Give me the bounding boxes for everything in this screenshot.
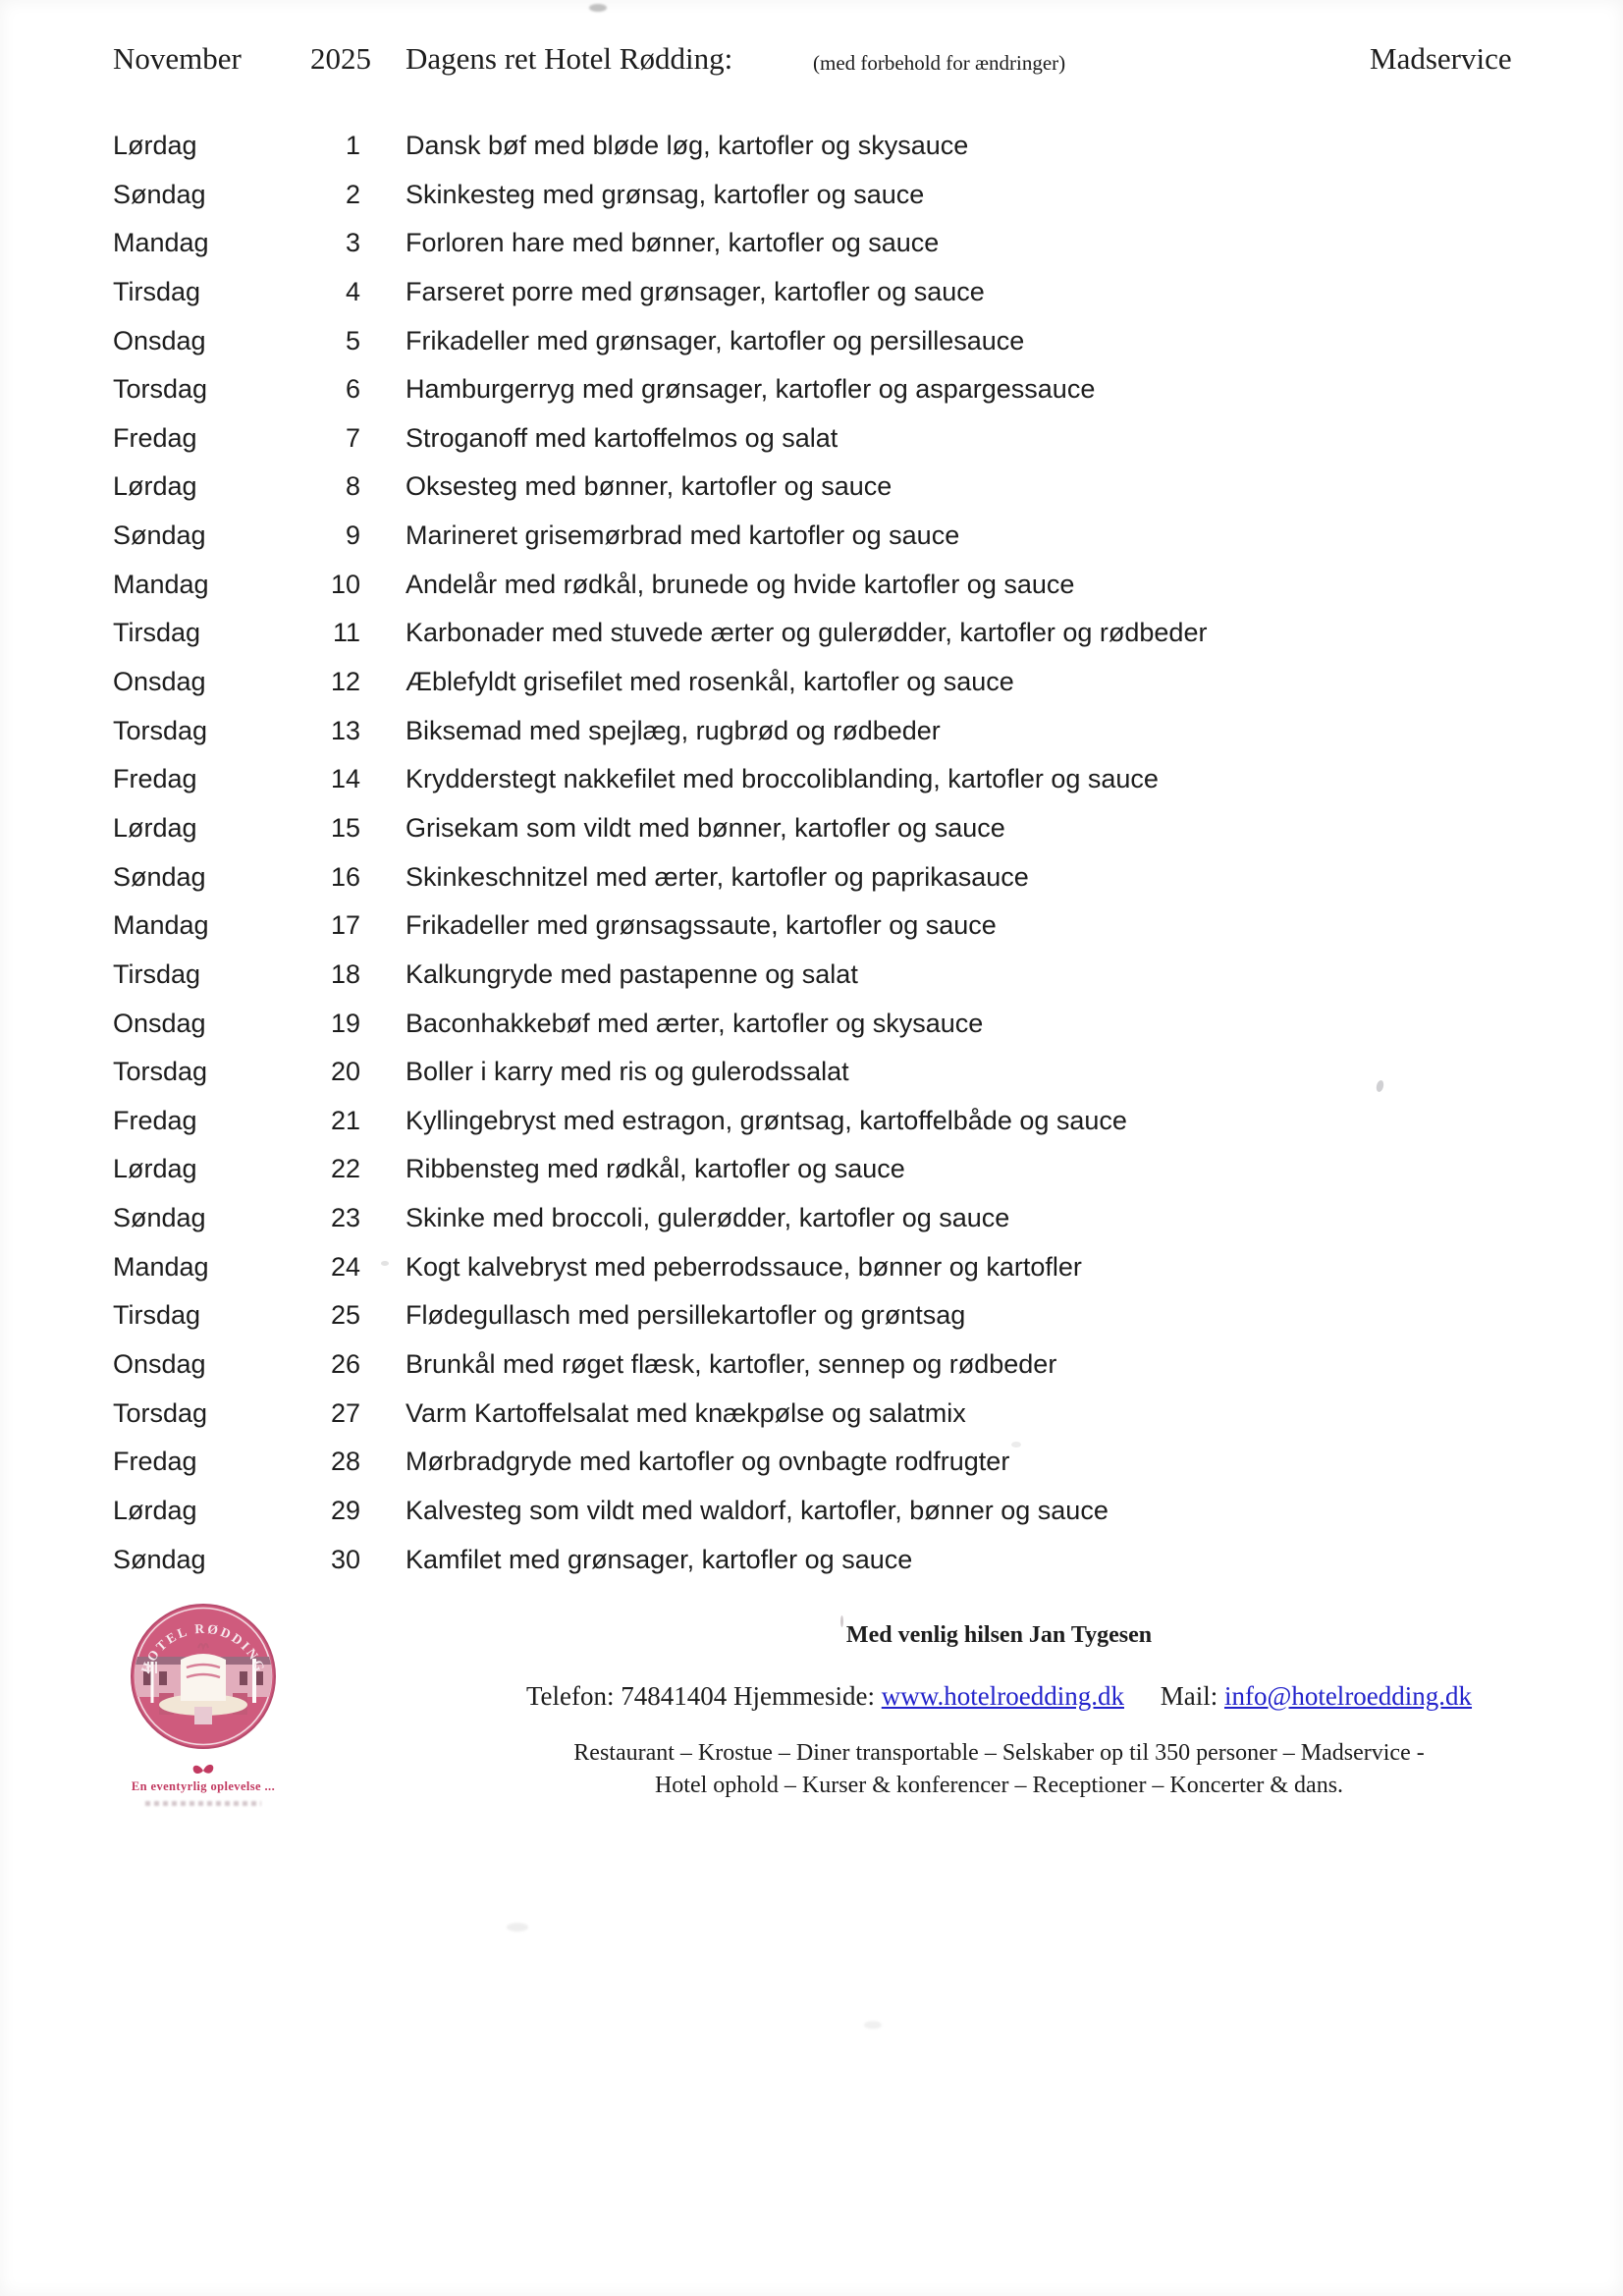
menu-row <box>0 762 1623 811</box>
page-title: Dagens ret Hotel Rødding: <box>406 41 733 76</box>
menu-row <box>0 1396 1623 1446</box>
website-link[interactable]: www.hotelroedding.dk <box>881 1681 1124 1711</box>
date-number: 4 <box>345 276 360 306</box>
menu-row <box>0 860 1623 909</box>
day-label: Søndag <box>113 1203 206 1233</box>
menu-row <box>0 1543 1623 1592</box>
day-label: Fredag <box>113 422 197 453</box>
day-label: Fredag <box>113 764 197 794</box>
date-number: 8 <box>345 471 360 502</box>
menu-row <box>0 1104 1623 1153</box>
date-number: 30 <box>330 1544 360 1574</box>
phone-label: Telefon: <box>525 1681 615 1711</box>
day-label: Torsdag <box>113 1397 208 1428</box>
date-number: 16 <box>330 861 360 892</box>
dish-text: Æblefyldt grisefilet med rosenkål, kartofler og sauce <box>406 667 1014 697</box>
hotel-logo <box>129 1603 278 1806</box>
dish-text: Biksemad med spejlæg, rugbrød og rødbeder <box>406 715 941 745</box>
date-number: 17 <box>330 910 360 941</box>
email-link[interactable]: info@hotelroedding.dk <box>1223 1681 1473 1711</box>
dish-text: Brunkål med røget flæsk, kartofler, sennep og rødbeder <box>406 1349 1057 1380</box>
dish-text: Frikadeller med grønsager, kartofler og persillesauce <box>406 325 1025 355</box>
day-label: Onsdag <box>113 1008 206 1038</box>
menu-row <box>0 324 1623 373</box>
date-number: 3 <box>345 228 360 258</box>
brand-label: Madservice <box>1370 41 1512 76</box>
dish-text: Kamfilet med grønsager, kartofler og sauce <box>406 1544 913 1574</box>
date-number: 2 <box>345 179 360 209</box>
menu-row <box>0 665 1623 714</box>
dish-text: Mørbradgryde med kartofler og ovnbagte rodfrugter <box>406 1447 1010 1477</box>
scan-artifact <box>589 4 607 12</box>
date-number: 11 <box>332 618 360 648</box>
date-number: 10 <box>330 569 360 599</box>
date-number: 29 <box>330 1495 360 1525</box>
dish-text: Skinkeschnitzel med ærter, kartofler og paprikasauce <box>406 861 1029 892</box>
menu-row <box>0 1007 1623 1056</box>
dish-text: Kalkungryde med pastapenne og salat <box>406 958 858 989</box>
dish-text: Grisekam som vildt med bønner, kartofler og sauce <box>406 812 1005 843</box>
day-label: Mandag <box>113 228 209 258</box>
date-number: 25 <box>330 1300 360 1331</box>
date-number: 26 <box>330 1349 360 1380</box>
menu-row <box>0 957 1623 1007</box>
services-line-2: Hotel ophold – Kurser & konferencer – Receptioner – Koncerter & dans. <box>654 1773 1344 1798</box>
date-number: 24 <box>330 1251 360 1282</box>
services-line-1: Restaurant – Krostue – Diner transportable – Selskaber op til 350 personer – Madservice - <box>573 1740 1425 1766</box>
day-label: Fredag <box>113 1105 197 1135</box>
menu-row <box>0 811 1623 860</box>
date-number: 20 <box>330 1057 360 1087</box>
day-label: Onsdag <box>113 1349 206 1380</box>
menu-rows <box>0 129 1623 1591</box>
menu-row <box>0 1055 1623 1104</box>
menu-row <box>0 178 1623 227</box>
day-label: Onsdag <box>113 325 206 355</box>
menu-row <box>0 1298 1623 1347</box>
dish-text: Flødegullasch med persillekartofler og grøntsag <box>406 1300 966 1331</box>
menu-row <box>0 1152 1623 1201</box>
signoff-line: Med venlig hilsen Jan Tygesen <box>845 1622 1153 1648</box>
menu-row <box>0 469 1623 519</box>
day-label: Tirsdag <box>113 958 201 989</box>
day-label: Lørdag <box>113 131 197 160</box>
dish-text: Skinke med broccoli, gulerødder, kartofler og sauce <box>406 1203 1010 1233</box>
dish-text: Farseret porre med grønsager, kartofler og sauce <box>406 276 985 306</box>
day-label: Torsdag <box>113 1057 208 1087</box>
day-label: Onsdag <box>113 667 206 697</box>
menu-row <box>0 1494 1623 1543</box>
dish-text: Kalvesteg som vildt med waldorf, kartofler, bønner og sauce <box>406 1495 1109 1525</box>
day-label: Torsdag <box>113 715 208 745</box>
dish-text: Kogt kalvebryst med peberrodssauce, bønner og kartofler <box>406 1251 1082 1282</box>
day-label: Tirsdag <box>113 1300 201 1331</box>
mail-label: Mail: <box>1160 1681 1218 1711</box>
dish-text: Oksesteg med bønner, kartofler og sauce <box>406 471 893 502</box>
logo-tagline: En eventyrlig oplevelse ... <box>131 1779 276 1793</box>
dish-text: Varm Kartoffelsalat med knækpølse og salatmix <box>406 1397 966 1428</box>
dish-text: Dansk bøf med bløde løg, kartofler og skysauce <box>406 131 969 160</box>
day-label: Lørdag <box>113 1495 197 1525</box>
dish-text: Frikadeller med grønsagssaute, kartofler og sauce <box>406 910 997 941</box>
day-label: Fredag <box>113 1447 197 1477</box>
day-label: Søndag <box>113 179 206 209</box>
dish-text: Karbonader med stuvede ærter og gulerødder, kartofler og rødbeder <box>406 618 1208 648</box>
day-label: Mandag <box>113 569 209 599</box>
day-label: Tirsdag <box>113 276 201 306</box>
dish-text: Ribbensteg med rødkål, kartofler og sauce <box>406 1154 905 1184</box>
dish-text: Stroganoff med kartoffelmos og salat <box>406 422 839 453</box>
dish-text: Andelår med rødkål, brunede og hvide kartofler og sauce <box>406 569 1075 599</box>
dish-text: Boller i karry med ris og gulerodssalat <box>406 1057 849 1087</box>
year-label: 2025 <box>310 41 371 76</box>
phone-number: 74841404 <box>621 1681 728 1711</box>
date-number: 12 <box>330 667 360 697</box>
date-number: 27 <box>330 1397 360 1428</box>
menu-row <box>0 275 1623 324</box>
menu-row <box>0 714 1623 763</box>
dish-text: Baconhakkebøf med ærter, kartofler og skysauce <box>406 1008 984 1038</box>
date-number: 7 <box>345 422 360 453</box>
dish-text: Skinkesteg med grønsag, kartofler og sauce <box>406 179 925 209</box>
scan-artifact <box>507 1923 528 1932</box>
menu-row <box>0 1250 1623 1299</box>
scan-artifact <box>864 2021 882 2029</box>
hotel-badge-icon <box>130 1603 277 1750</box>
date-number: 19 <box>330 1008 360 1038</box>
disclaimer-note: (med forbehold for ændringer) <box>813 51 1066 75</box>
day-label: Mandag <box>113 910 209 941</box>
menu-row <box>0 421 1623 470</box>
date-number: 18 <box>330 958 360 989</box>
day-label: Lørdag <box>113 471 197 502</box>
day-label: Torsdag <box>113 374 208 405</box>
day-label: Søndag <box>113 520 206 551</box>
butterfly-icon <box>191 1762 215 1777</box>
dish-text: Kyllingebryst med estragon, grøntsag, kartoffelbåde og sauce <box>406 1105 1127 1135</box>
dish-text: Hamburgerryg med grønsager, kartofler og aspargessauce <box>406 374 1096 405</box>
menu-row <box>0 226 1623 275</box>
menu-row <box>0 1201 1623 1250</box>
date-number: 13 <box>330 715 360 745</box>
menu-row <box>0 908 1623 957</box>
day-label: Lørdag <box>113 812 197 843</box>
day-label: Lørdag <box>113 1154 197 1184</box>
menu-row <box>0 568 1623 617</box>
day-label: Mandag <box>113 1251 209 1282</box>
contact-line <box>373 1681 1623 1712</box>
date-number: 15 <box>330 812 360 843</box>
dish-text: Krydderstegt nakkefilet med broccoliblanding, kartofler og sauce <box>406 764 1159 794</box>
date-number: 28 <box>330 1447 360 1477</box>
menu-row <box>0 1445 1623 1494</box>
menu-row <box>0 129 1623 178</box>
date-number: 23 <box>330 1203 360 1233</box>
date-number: 22 <box>330 1154 360 1184</box>
date-number: 5 <box>345 325 360 355</box>
dish-text: Forloren hare med bønner, kartofler og sauce <box>406 228 940 258</box>
day-label: Søndag <box>113 861 206 892</box>
menu-row <box>0 616 1623 665</box>
day-label: Søndag <box>113 1544 206 1574</box>
date-number: 14 <box>330 764 360 794</box>
dish-text: Marineret grisemørbrad med kartofler og sauce <box>406 520 960 551</box>
date-number: 9 <box>345 520 360 551</box>
date-number: 1 <box>345 131 360 160</box>
website-label: Hjemmeside: <box>733 1681 875 1711</box>
day-label: Tirsdag <box>113 618 201 648</box>
date-number: 6 <box>345 374 360 405</box>
month-label: November <box>113 41 242 76</box>
logo-subline-illegible <box>145 1801 261 1806</box>
menu-row <box>0 372 1623 421</box>
menu-row <box>0 519 1623 568</box>
menu-row <box>0 1347 1623 1396</box>
date-number: 21 <box>330 1105 360 1135</box>
logo-name: HOTEL RØDDING <box>137 1620 269 1675</box>
